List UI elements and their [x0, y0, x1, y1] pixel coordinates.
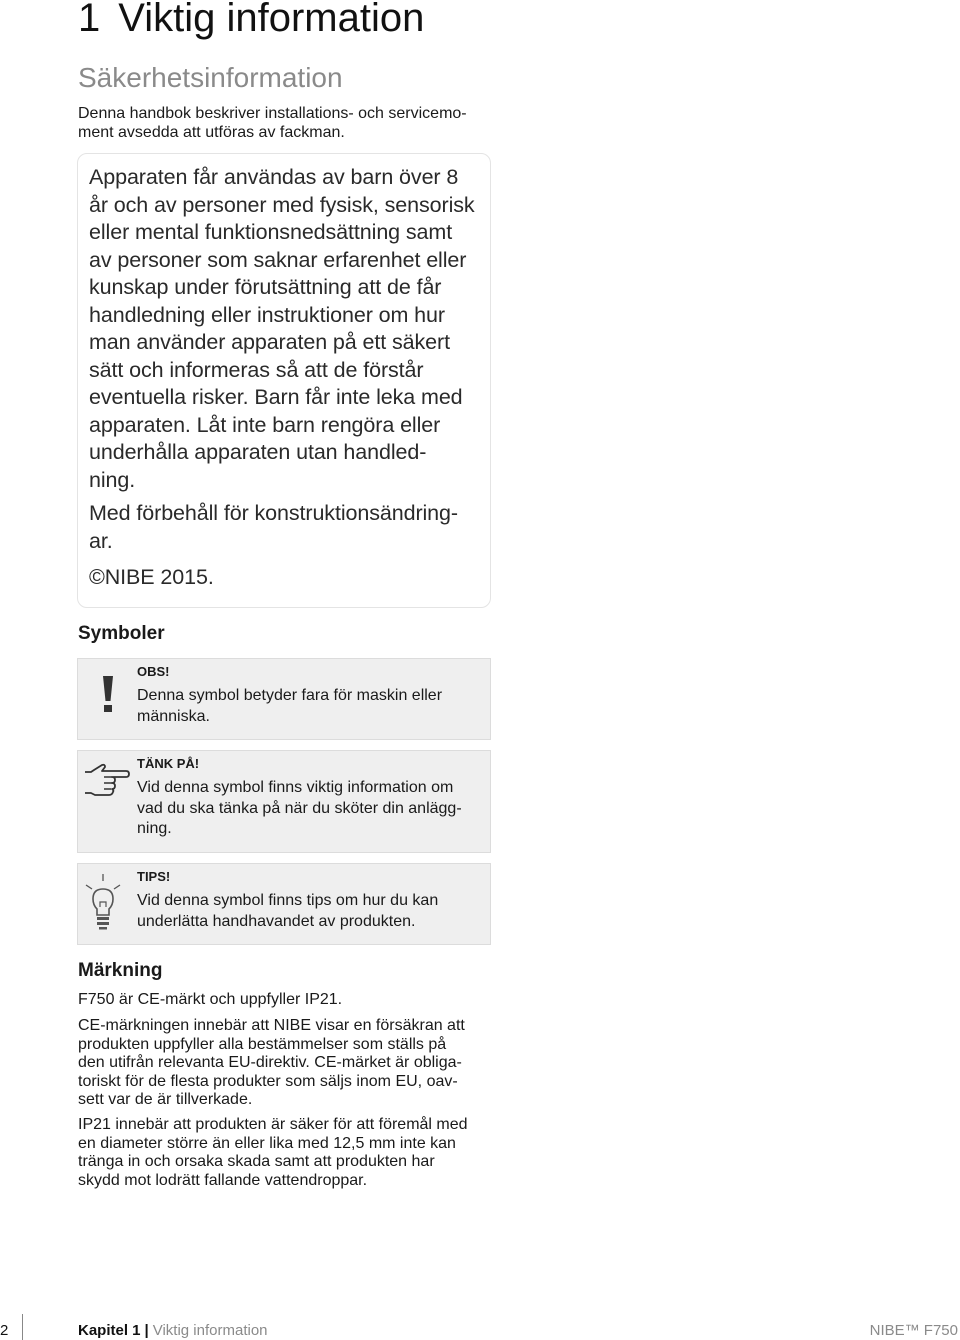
warning-line: eventuella risker. Barn får inte leka med	[89, 385, 463, 409]
symbol-title: TIPS!	[137, 869, 171, 884]
footer-chapter	[78, 1322, 268, 1340]
symbol-description-line: människa.	[137, 707, 210, 725]
symbol-description-line: underlätta handhavandet av produkten.	[137, 912, 416, 930]
symbol-description-line: Vid denna symbol finns viktig information om	[137, 779, 454, 796]
copyright-text: ©NIBE 2015.	[89, 565, 214, 589]
symbol-description	[137, 778, 487, 840]
paragraph-line: skydd mot lodrätt fallande vattendroppar.	[78, 1171, 368, 1189]
symbol-title: OBS!	[137, 664, 170, 679]
reservation-line: ar.	[89, 528, 113, 553]
footer-divider	[22, 1314, 23, 1340]
symbol-title: TÄNK PÅ!	[137, 756, 200, 771]
chapter-title	[78, 0, 424, 44]
intro-line: ment avsedda att utföras av fackman.	[78, 124, 345, 141]
symbol-description	[137, 686, 487, 727]
paragraph-line: produkten uppfyller alla bestämmelser som ställs på	[78, 1035, 447, 1053]
symbol-box-obs	[77, 658, 491, 740]
intro-paragraph	[78, 104, 498, 142]
symbol-description-line: Denna symbol betyder fara för maskin eller	[137, 687, 443, 704]
paragraph-line: F750 är CE-märkt och uppfyller IP21.	[78, 991, 343, 1008]
paragraph-line: tränga in och orsaka skada samt att produkten har	[78, 1153, 435, 1170]
paragraph-line: sett var de är tillverkade.	[78, 1091, 253, 1108]
light-bulb-icon	[82, 872, 132, 934]
warning-line: eller mental funktionsnedsättning samt	[89, 220, 453, 244]
warning-line: sätt och informeras så att de förstår	[89, 357, 424, 382]
pointing-hand-icon	[82, 759, 132, 821]
warning-line: apparaten. Låt inte barn rengöra eller	[89, 412, 441, 437]
warning-line: kunskap under förutsättning att de får	[89, 275, 442, 299]
chapter-number: 1	[78, 0, 101, 40]
footer-chapter-title: Viktig information	[152, 1322, 268, 1339]
intro-line: Denna handbok beskriver installations- och servicemo-	[78, 105, 467, 122]
footer-product: NIBE™ F750	[869, 1322, 958, 1339]
section-title: Säkerhetsinformation	[78, 62, 343, 93]
safety-warning-text	[89, 164, 484, 494]
footer-chapter-label: Kapitel 1	[78, 1322, 141, 1339]
warning-line: av personer som saknar erfarenhet eller	[89, 247, 467, 272]
warning-line: man använder apparaten på ett säkert	[89, 330, 450, 354]
reservation-line: Med förbehåll för konstruktionsändring-	[89, 501, 458, 525]
marking-paragraph	[78, 1116, 498, 1190]
marking-heading: Märkning	[78, 960, 163, 981]
warning-line: underhålla apparaten utan handled-	[89, 440, 427, 464]
symbol-description-line: ning.	[137, 820, 172, 837]
symbols-heading: Symboler	[78, 623, 165, 644]
reservation-text	[89, 500, 484, 555]
chapter-title-text: Viktig information	[118, 0, 425, 40]
warning-line: ning.	[89, 467, 136, 492]
paragraph-line: en diameter större än eller lika med 12,5 mm inte kan	[78, 1134, 456, 1152]
symbol-description-line: vad du ska tänka på när du sköter din anlägg-	[137, 799, 462, 817]
warning-line: år och av personer med fysisk, sensorisk	[89, 192, 475, 217]
paragraph-line: IP21 innebär att produkten är säker för att föremål med	[78, 1116, 468, 1133]
page-number: 2	[0, 1322, 9, 1339]
paragraph-line: CE-märkningen innebär att NIBE visar en försäkran att	[78, 1017, 465, 1034]
paragraph-line: toriskt för de flesta produkter som säljs inom EU, oav-	[78, 1072, 458, 1090]
symbol-description	[137, 891, 487, 932]
symbol-description-line: Vid denna symbol finns tips om hur du kan	[137, 892, 439, 909]
paragraph-line: den utifrån relevanta EU-direktiv. CE-märket är obliga-	[78, 1054, 462, 1071]
safety-warning-box	[77, 153, 491, 608]
marking-paragraph	[78, 1017, 498, 1110]
footer-separator: |	[144, 1322, 149, 1339]
exclamation-icon	[82, 667, 132, 729]
symbol-box-tips	[77, 863, 491, 945]
symbol-box-think	[77, 750, 491, 853]
warning-line: handledning eller instruktioner om hur	[89, 302, 445, 327]
warning-line: Apparaten får användas av barn över 8	[89, 165, 459, 189]
marking-paragraph	[78, 991, 498, 1010]
